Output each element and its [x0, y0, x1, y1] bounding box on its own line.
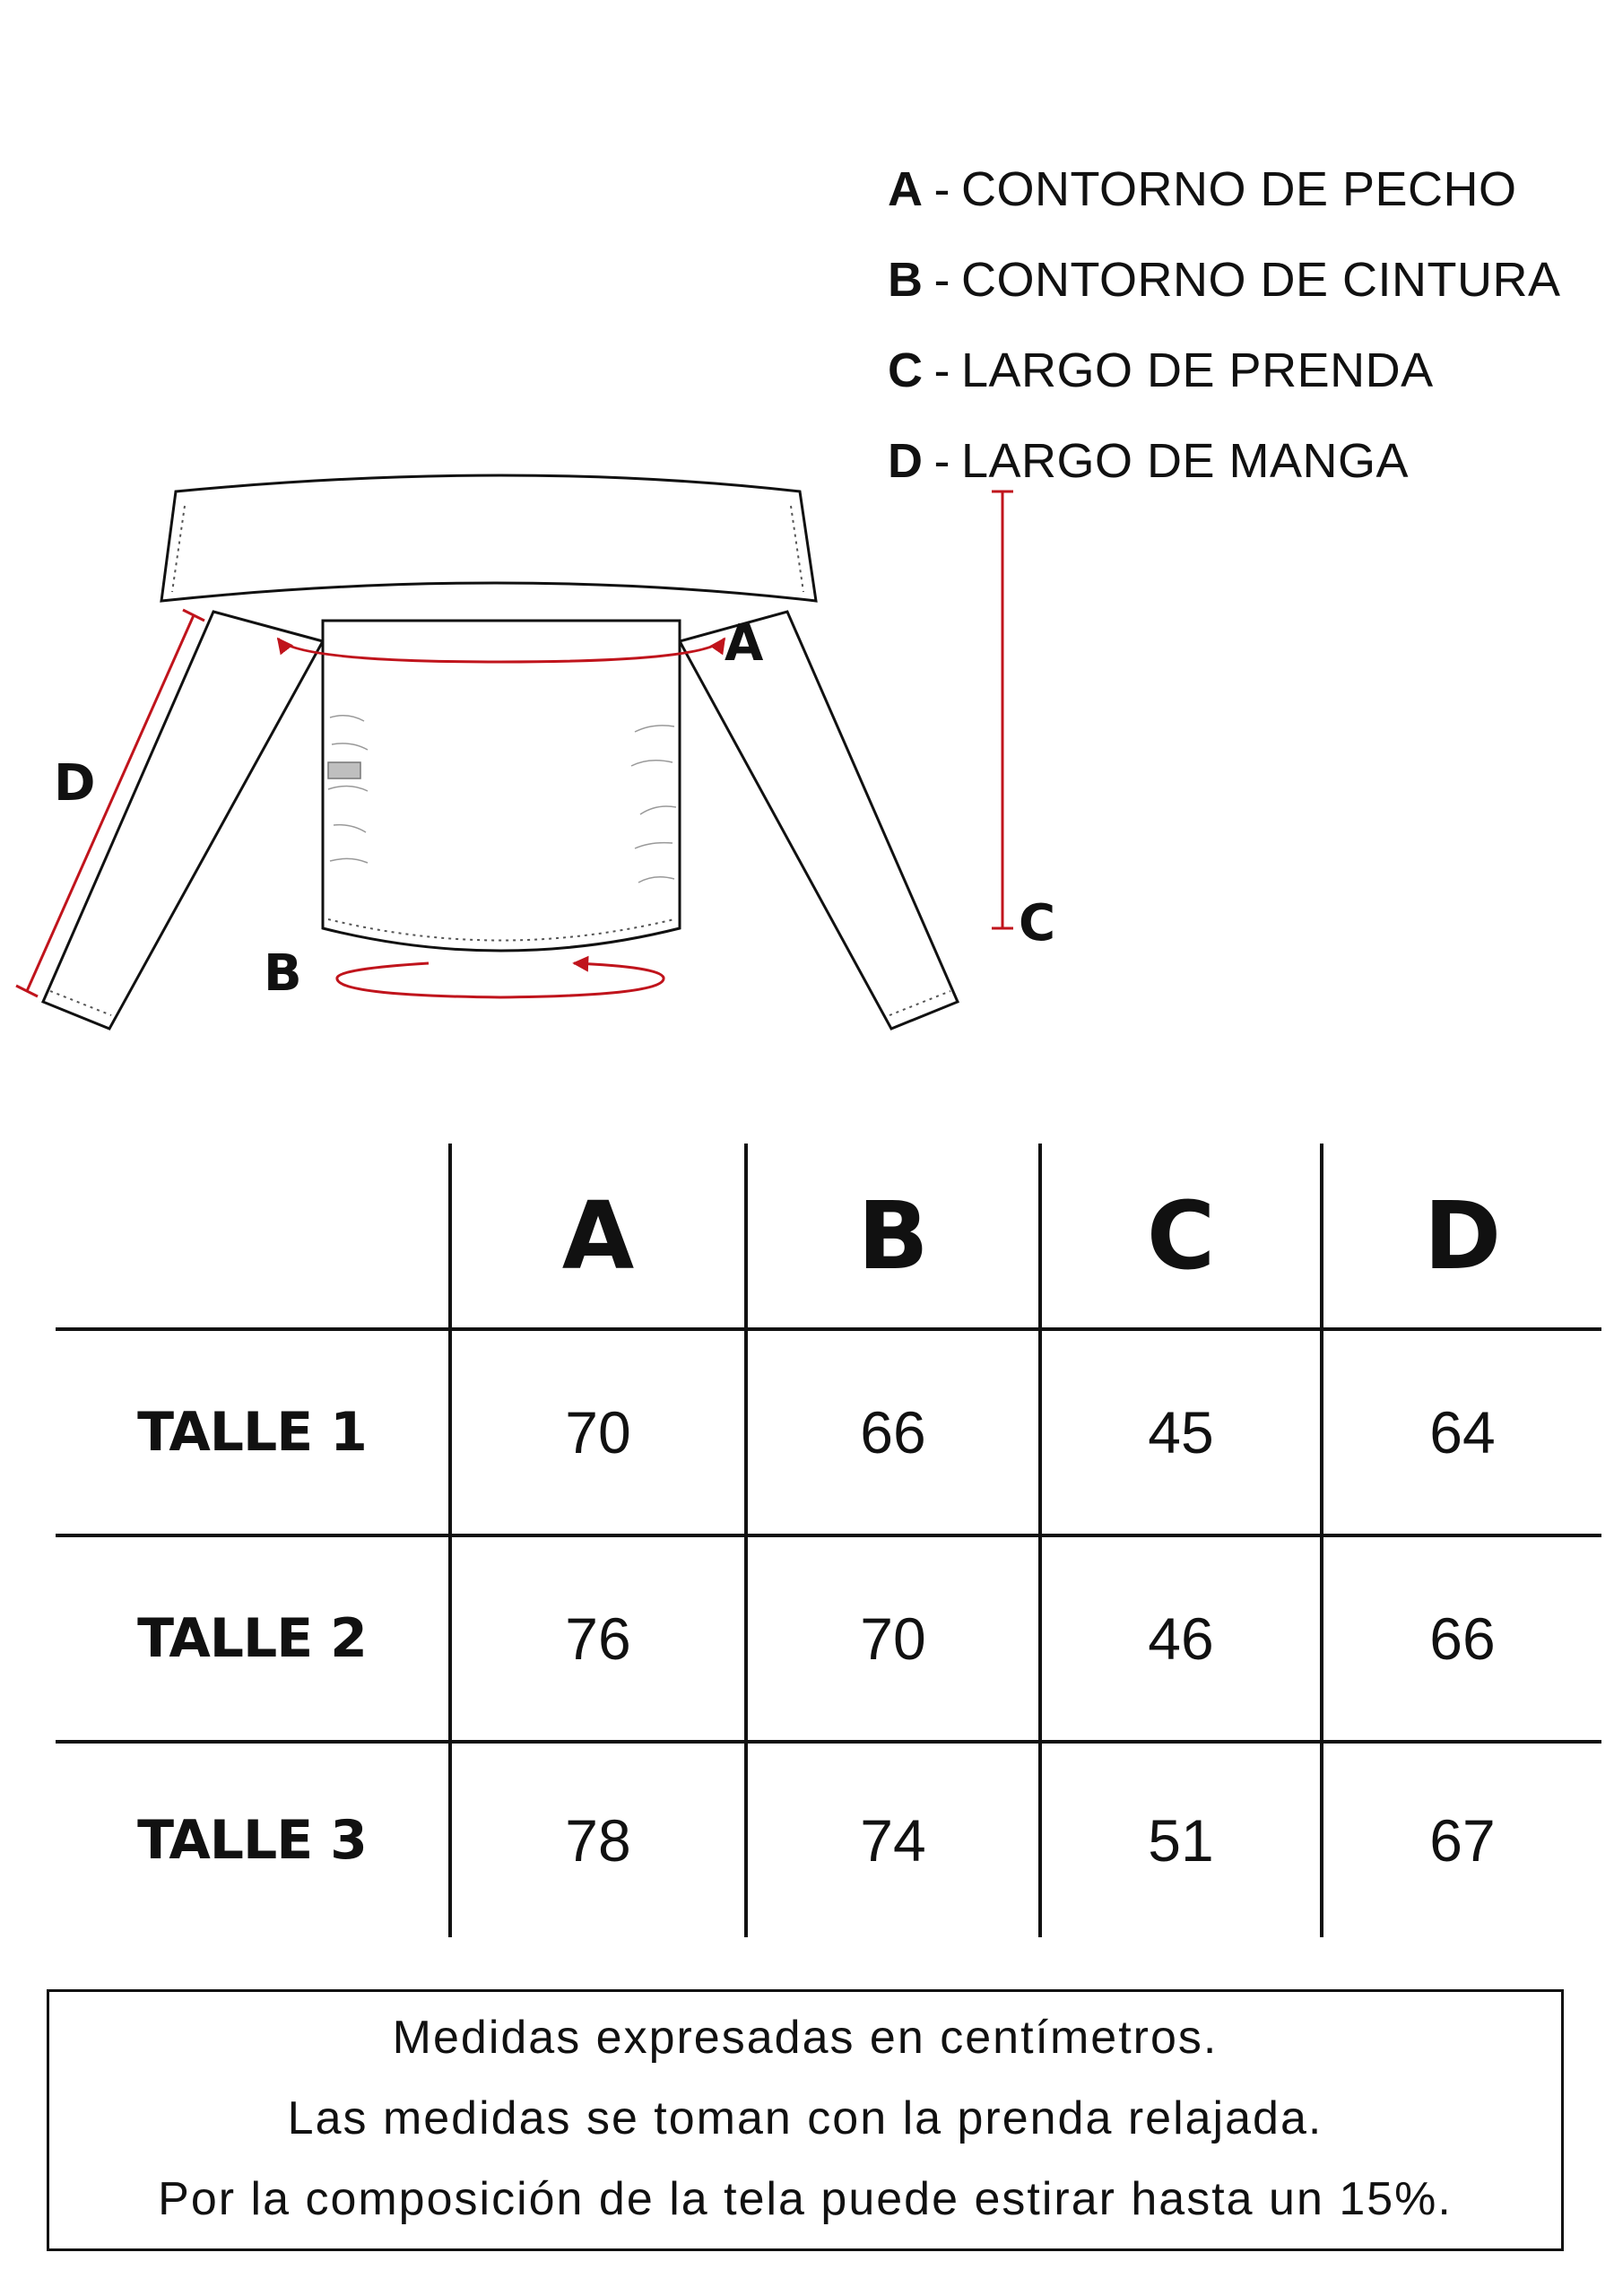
table-cell: 78 — [450, 1742, 746, 1937]
row-label-talle-1: TALLE 1 — [56, 1329, 450, 1535]
garment-tag — [328, 762, 360, 778]
legend-separator: - — [933, 252, 950, 307]
table-header-row — [56, 1144, 1601, 1329]
measure-b — [337, 963, 664, 997]
diagram-label-c: C — [1019, 894, 1056, 952]
diagram-label-d: D — [54, 754, 96, 813]
note-relaxed: Las medidas se toman con la prenda relajada. — [287, 2092, 1323, 2144]
diagram-label-a: A — [725, 614, 764, 673]
legend-item-b — [888, 234, 1587, 325]
garment-body — [323, 621, 680, 951]
table-cell: 46 — [1040, 1535, 1322, 1742]
right-sleeve — [680, 612, 958, 1029]
row-label-talle-3: TALLE 3 — [137, 1809, 367, 1872]
note-stretch: Por la composición de la tela puede estirar hasta un 15%. — [158, 2173, 1453, 2225]
table-header-a: A — [450, 1144, 746, 1329]
table-cell: 70 — [746, 1535, 1040, 1742]
legend-separator: - — [933, 433, 950, 488]
legend-text: LARGO DE MANGA — [960, 433, 1410, 488]
table-cell: 66 — [1322, 1535, 1601, 1742]
legend-letter: D — [888, 433, 924, 488]
legend-separator: - — [933, 161, 950, 216]
diagram-label-b: B — [264, 944, 302, 1003]
table-header-empty — [56, 1144, 450, 1329]
garment-outline — [43, 475, 958, 1029]
legend-text: LARGO DE PRENDA — [960, 343, 1434, 397]
table-cell: 74 — [746, 1742, 1040, 1937]
legend-letter: A — [888, 161, 924, 216]
table-cell: 76 — [450, 1535, 746, 1742]
garment-diagram — [0, 466, 1056, 1040]
legend-text: CONTORNO DE CINTURA — [960, 252, 1561, 307]
notes-box — [47, 1989, 1564, 2251]
legend-text: CONTORNO DE PECHO — [960, 161, 1517, 216]
garment-svg — [0, 466, 1056, 1040]
table-row — [56, 1535, 1601, 1742]
table-header-d: D — [1322, 1144, 1601, 1329]
size-table — [56, 1144, 1601, 1937]
table-header-b: B — [746, 1144, 1040, 1329]
table-cell: 67 — [1322, 1742, 1601, 1937]
note-units: Medidas expresadas en centímetros. — [392, 2012, 1219, 2064]
legend-separator: - — [933, 343, 950, 397]
row-label-talle-2: TALLE 2 — [56, 1535, 450, 1742]
measurement-legend — [888, 144, 1587, 506]
table-cell: 66 — [746, 1329, 1040, 1535]
table-row — [56, 1329, 1601, 1535]
neckline-band — [161, 475, 816, 601]
table-cell: 70 — [450, 1329, 746, 1535]
legend-item-c — [888, 325, 1587, 415]
table-row — [56, 1742, 1601, 1937]
table-cell: 64 — [1322, 1329, 1601, 1535]
table-cell: 45 — [1040, 1329, 1322, 1535]
legend-letter: B — [888, 252, 924, 307]
table-cell: 51 — [1040, 1742, 1322, 1937]
legend-letter: C — [888, 343, 924, 397]
table-header-c: C — [1040, 1144, 1322, 1329]
legend-item-a — [888, 144, 1587, 234]
